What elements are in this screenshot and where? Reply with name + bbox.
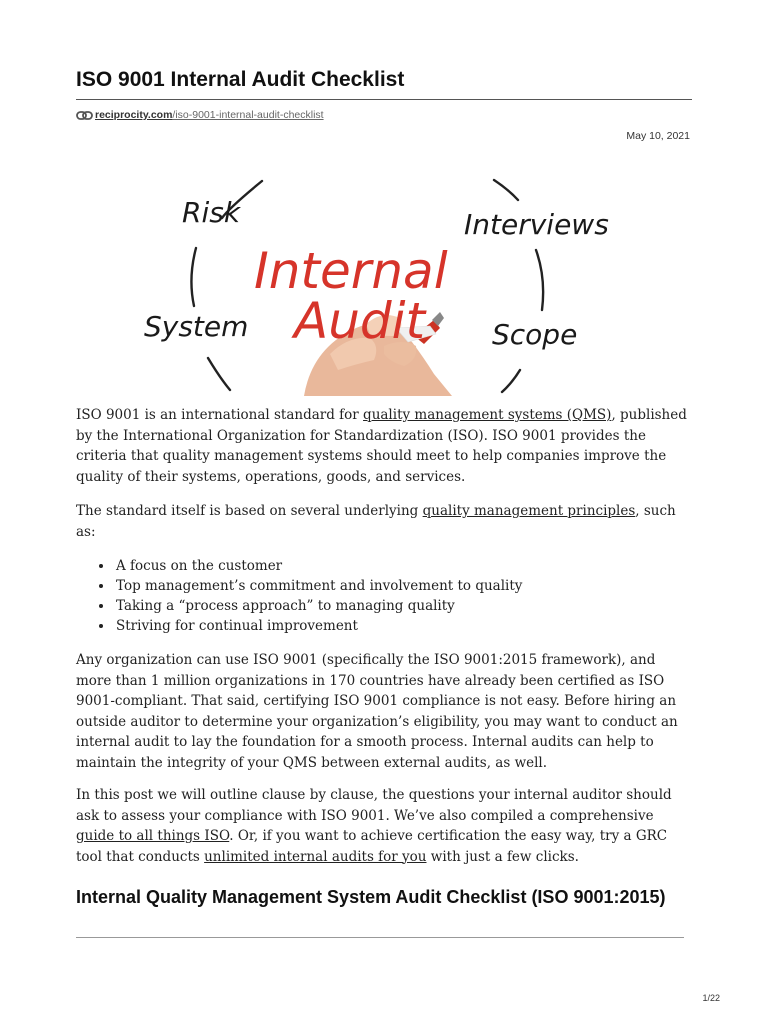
source-path[interactable]: /iso-9001-internal-audit-checklist — [172, 109, 324, 121]
word-interviews: Interviews — [464, 208, 609, 241]
principles-link[interactable]: quality management principles — [422, 503, 636, 519]
section-divider — [76, 937, 684, 938]
page-title: ISO 9001 Internal Audit Checklist — [76, 68, 405, 91]
list-item: • Striving for continual improvement — [114, 616, 714, 636]
intro-paragraph-1: ISO 9001 is an international standard for quality management systems (QMS), published by the International Organization for Standardization (ISO). ISO 9001 provides the criteria that quality management systems should meet to help companies improve the quality of their systems, operations, goods, and services. — [76, 407, 687, 485]
intro-paragraph-2: The standard itself is based on several underlying quality management principles, such as: — [76, 503, 676, 540]
arc-left — [191, 248, 196, 306]
iso-guide-link[interactable]: guide to all things ISO — [76, 828, 230, 844]
internal-audits-link[interactable]: unlimited internal audits for you — [204, 848, 427, 865]
source-domain[interactable]: reciprocity.com — [95, 109, 173, 121]
source-link[interactable] — [76, 107, 324, 123]
word-scope: Scope — [492, 318, 578, 351]
word-risk: Risk — [182, 196, 241, 229]
body-paragraph-3: Any organization can use ISO 9001 (specifically the ISO 9001:2015 framework), and more than 1 million organizations in 170 countries have already been certified as ISO 9001-compliant. That said, certifying ISO 9001 compliance is not easy. Before hiring an outside auditor to determine your organization’s eligibility, you may want to conduct an internal audit to lay the foundation for a smooth process. Internal audits can help to maintain the integrity of your QMS between external audits, as well. — [76, 652, 678, 771]
qms-link[interactable]: quality management systems (QMS) — [363, 407, 612, 423]
main-word-internal: Internal — [254, 242, 448, 300]
word-system: System — [144, 310, 249, 343]
page-indicator: 1/22 — [702, 993, 720, 1003]
arc-bottom-left — [208, 358, 230, 390]
section-heading: Internal Quality Management System Audit Checklist (ISO 9001:2015) — [76, 887, 666, 907]
list-item: • Top management’s commitment and involvement to quality — [114, 576, 714, 596]
title-divider — [76, 99, 692, 100]
principles-list — [76, 556, 714, 636]
main-word-audit: Audit — [294, 292, 426, 350]
arc-bottom-right — [502, 370, 520, 392]
list-item: • Taking a “process approach” to managing quality — [114, 596, 714, 616]
arc-top-right — [494, 180, 518, 200]
link-icon — [76, 110, 93, 121]
body-paragraph-4: In this post we will outline clause by clause, the questions your internal auditor should ask to assess your compliance with ISO 9001. We’ve also compiled a comprehensive guide to all things ISO. Or, if you want to achieve certification the easy way, try a GRC tool that conducts unlimited internal audits for you with just a few clicks. — [76, 787, 672, 865]
publish-date: May 10, 2021 — [626, 130, 690, 142]
arc-right — [536, 250, 543, 310]
hero-image — [134, 178, 634, 396]
list-item: • A focus on the customer — [114, 556, 714, 576]
